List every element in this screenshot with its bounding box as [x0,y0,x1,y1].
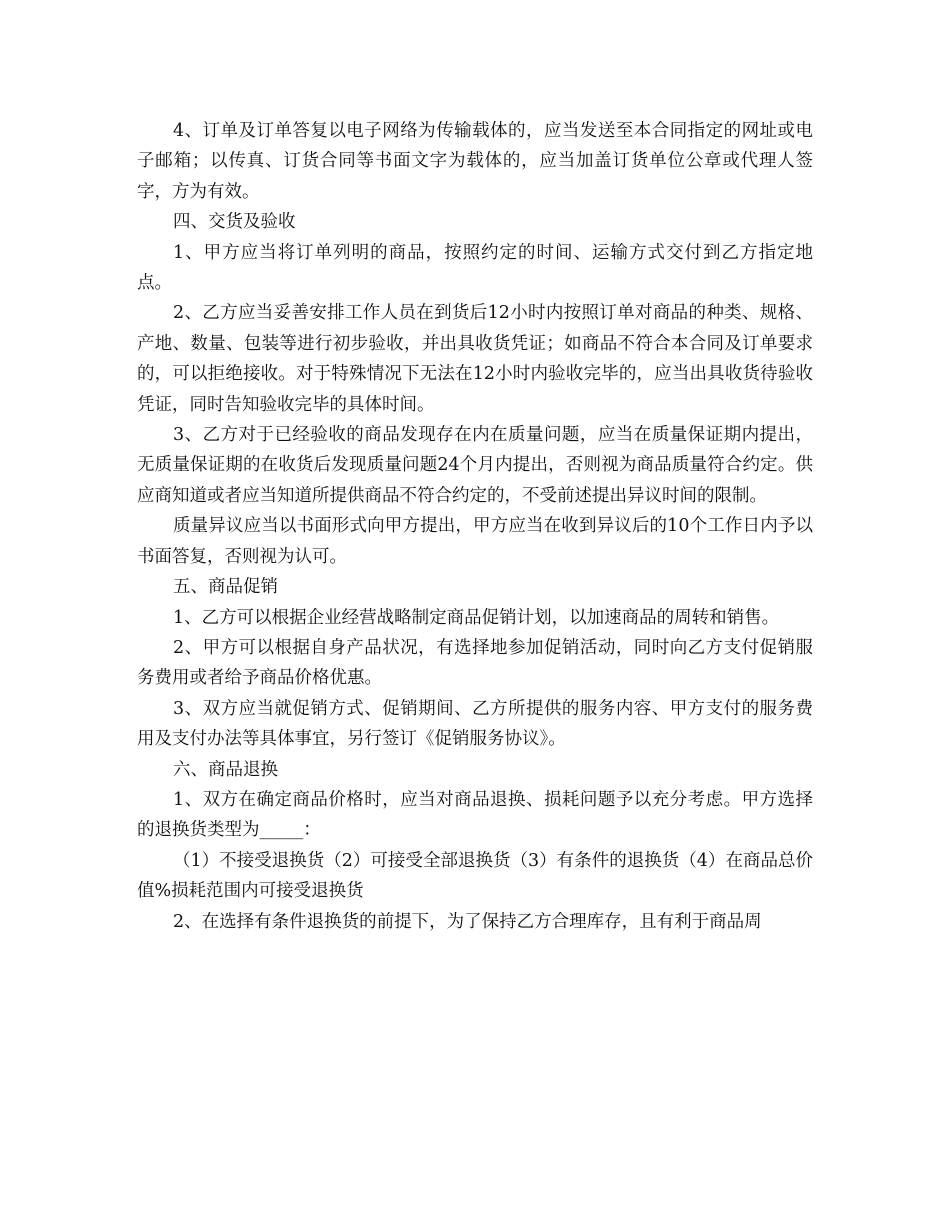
paragraph-returns-options: （1）不接受退换货（2）可接受全部退换货（3）有条件的退换货（4）在商品总价值%损耗范围内可接受退换货 [137,850,813,902]
paragraph-delivery-1: 1、甲方应当将订单列明的商品，按照约定的时间、运输方式交付到乙方指定地点。 [137,242,813,294]
paragraph-promotion-1: 1、乙方可以根据企业经营战略制定商品促销计划，以加速商品的周转和销售。 [173,607,780,628]
paragraph-delivery-3: 3、乙方对于已经验收的商品发现存在内在质量问题，应当在质量保证期内提出，无质量保证期的在收货后发现质量问题24个月内提出，否则视为商品质量符合约定。供应商知道或者应当知道所提供商品不符合约定的，不受前述提出异议时间的限制。 [137,425,813,506]
paragraph-promotion-2: 2、甲方可以根据自身产品状况，有选择地参加促销活动，同时向乙方支付促销服务费用或者给予商品价格优惠。 [137,637,813,689]
paragraph-returns-1: 1、双方在确定商品价格时，应当对商品退换、损耗问题予以充分考虑。甲方选择的退换货类型为_____： [137,789,813,841]
paragraph-returns-2: 2、在选择有条件退换货的前提下，为了保持乙方合理库存，且有利于商品周 [173,911,762,932]
paragraph-quality-objection: 质量异议应当以书面形式向甲方提出，甲方应当在收到异议后的10个工作日内予以书面答复，否则视为认可。 [137,516,813,567]
paragraph-promotion-3: 3、双方应当就促销方式、促销期间、乙方所提供的服务内容、甲方支付的服务费用及支付办法等具体事宜，另行签订《促销服务协议》。 [137,698,813,750]
section-heading-returns: 六、商品退换 [173,759,278,780]
section-heading-promotion: 五、商品促销 [173,577,278,598]
section-heading-delivery: 四、交货及验收 [173,212,296,233]
paragraph-order-reply: 4、订单及订单答复以电子网络为传输载体的，应当发送至本合同指定的网址或电子邮箱；以传真、订货合同等书面文字为载体的，应当加盖订货单位公章或代理人签字，方为有效。 [137,121,813,202]
document-body [137,116,813,937]
paragraph-delivery-2: 2、乙方应当妥善安排工作人员在到货后12小时内按照订单对商品的种类、规格、产地、数量、包装等进行初步验收，并出具收货凭证；如商品不符合本合同及订单要求的，可以拒绝接收。对于特殊情况下无法在12小时内验收完毕的，应当出具收货待验收凭证，同时告知验收完毕的具体时间。 [137,303,813,415]
